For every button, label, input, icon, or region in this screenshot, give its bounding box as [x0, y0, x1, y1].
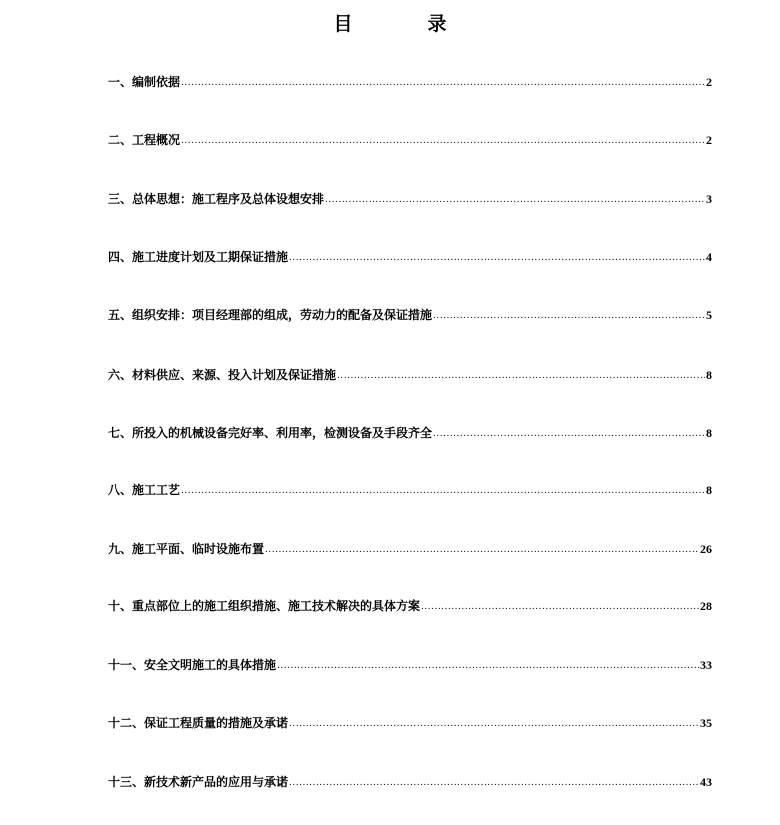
toc-entry-label: 二、工程概况 — [108, 133, 181, 147]
toc-entry-label: 九、施工平面、临时设施布置 — [108, 542, 265, 556]
toc-entry[interactable] — [108, 774, 712, 790]
toc-entry[interactable] — [108, 425, 712, 441]
toc-dot-leader — [337, 370, 705, 382]
toc-entry-label: 十、重点部位上的施工组织措施、施工技术解决的具体方案 — [108, 599, 421, 613]
toc-entry[interactable] — [108, 715, 712, 731]
toc-dot-leader — [181, 77, 705, 89]
toc-entry-label: 八、施工工艺 — [108, 483, 181, 497]
toc-dot-leader — [289, 252, 705, 264]
toc-entry-page: 4 — [706, 250, 712, 264]
toc-entry-label: 五、组织安排：项目经理部的组成，劳动力的配备及保证措施 — [108, 308, 433, 322]
toc-dot-leader — [421, 601, 699, 613]
toc-dot-leader — [433, 310, 705, 322]
toc-entry[interactable] — [108, 598, 712, 614]
toc-entry[interactable] — [108, 657, 712, 673]
toc-entry-label: 一、编制依据 — [108, 75, 181, 89]
toc-entry[interactable] — [108, 191, 712, 207]
toc-entry[interactable] — [108, 541, 712, 557]
toc-dot-leader — [181, 135, 705, 147]
toc-entry[interactable] — [108, 367, 712, 383]
toc-dot-leader — [325, 194, 705, 206]
toc-dot-leader — [265, 544, 699, 556]
toc-entry[interactable] — [108, 482, 712, 498]
toc-entry-label: 四、施工进度计划及工期保证措施 — [108, 250, 289, 264]
toc-entry[interactable] — [108, 249, 712, 265]
page-title: 目 录 — [333, 13, 475, 35]
toc-entry-page: 2 — [706, 133, 712, 147]
toc-entry-page: 8 — [706, 483, 712, 497]
toc-entry-page: 8 — [706, 426, 712, 440]
toc-entry-label: 十三、新技术新产品的应用与承诺 — [108, 775, 289, 789]
toc-entry-page: 2 — [706, 75, 712, 89]
toc-entry[interactable] — [108, 307, 712, 323]
toc-entry-page: 26 — [700, 542, 712, 556]
toc-entry-page: 43 — [700, 775, 712, 789]
toc-dot-leader — [289, 777, 699, 789]
toc-entry-label: 六、材料供应、来源、投入计划及保证措施 — [108, 368, 337, 382]
toc-entry-page: 3 — [706, 192, 712, 206]
toc-entry[interactable] — [108, 74, 712, 90]
toc-entry-page: 35 — [700, 716, 712, 730]
toc-dot-leader — [289, 718, 699, 730]
toc-entry-label: 十二、保证工程质量的措施及承诺 — [108, 716, 289, 730]
toc-entry-label: 七、所投入的机械设备完好率、利用率，检测设备及手段齐全 — [108, 426, 433, 440]
toc-entry-page: 8 — [706, 368, 712, 382]
toc-dot-leader — [181, 485, 705, 497]
toc-entry-label: 十一、安全文明施工的具体措施 — [108, 658, 277, 672]
toc-dot-leader — [277, 660, 699, 672]
toc-entry-page: 28 — [700, 599, 712, 613]
toc-entry-label: 三、总体思想：施工程序及总体设想安排 — [108, 192, 325, 206]
toc-dot-leader — [433, 428, 705, 440]
toc-entry-page: 5 — [706, 308, 712, 322]
toc-entry[interactable] — [108, 132, 712, 148]
toc-entry-page: 33 — [700, 658, 712, 672]
